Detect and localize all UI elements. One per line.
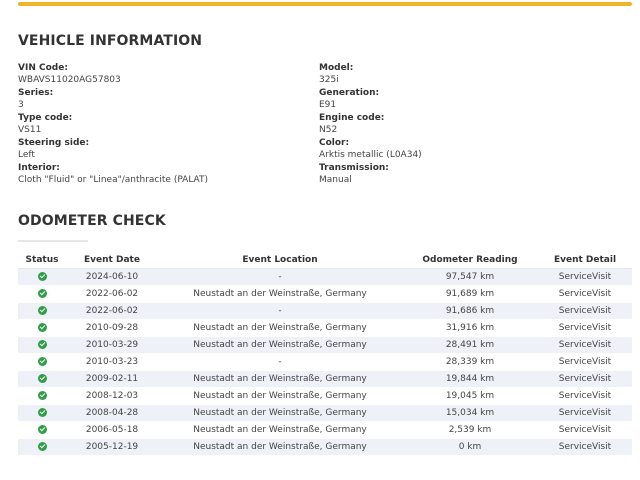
check-circle-icon xyxy=(38,357,47,366)
odometer-reading-cell: 19,045 km xyxy=(402,388,538,405)
table-row xyxy=(18,286,632,303)
info-label: VIN Code: xyxy=(18,63,68,73)
status-cell xyxy=(18,320,66,337)
vehicle-info-left-column xyxy=(18,62,298,187)
check-circle-icon xyxy=(38,442,47,451)
info-value: WBAVS11020AG57803 xyxy=(18,75,121,85)
status-cell xyxy=(18,286,66,303)
odometer-reading-cell: 31,916 km xyxy=(402,320,538,337)
event-date-cell: 2006-05-18 xyxy=(66,422,158,439)
event-detail-cell: ServiceVisit xyxy=(538,320,632,337)
check-circle-icon xyxy=(38,272,47,281)
info-item-model xyxy=(319,62,619,87)
event-date-cell: 2005-12-19 xyxy=(66,439,158,456)
event-detail-cell: ServiceVisit xyxy=(538,388,632,405)
check-circle-icon xyxy=(38,425,47,434)
info-value: Arktis metallic (L0A34) xyxy=(319,150,422,160)
event-date-cell: 2024-06-10 xyxy=(66,269,158,286)
event-date-cell: 2008-12-03 xyxy=(66,388,158,405)
info-item-engine-code xyxy=(319,112,619,137)
info-label: Transmission: xyxy=(319,163,389,173)
odometer-table xyxy=(18,252,632,456)
info-label: Type code: xyxy=(18,113,73,123)
title-underline xyxy=(18,240,88,242)
event-date-cell: 2010-03-23 xyxy=(66,354,158,371)
status-cell xyxy=(18,269,66,286)
odometer-check-title: ODOMETER CHECK xyxy=(18,213,166,229)
info-value: N52 xyxy=(319,125,338,135)
event-location-cell: - xyxy=(158,269,402,286)
event-location-cell: Neustadt an der Weinstraße, Germany xyxy=(158,388,402,405)
check-circle-icon xyxy=(38,306,47,315)
status-cell xyxy=(18,422,66,439)
table-row xyxy=(18,354,632,371)
column-header-status: Status xyxy=(18,252,66,269)
event-date-cell: 2009-02-11 xyxy=(66,371,158,388)
event-detail-cell: ServiceVisit xyxy=(538,354,632,371)
info-value: 3 xyxy=(18,100,24,110)
event-detail-cell: ServiceVisit xyxy=(538,269,632,286)
info-label: Generation: xyxy=(319,88,380,98)
info-item-interior xyxy=(18,162,298,187)
event-location-cell: Neustadt an der Weinstraße, Germany xyxy=(158,422,402,439)
check-circle-icon xyxy=(38,289,47,298)
info-label: Series: xyxy=(18,88,54,98)
status-cell xyxy=(18,303,66,320)
status-cell xyxy=(18,337,66,354)
info-item-series xyxy=(18,87,298,112)
event-detail-cell: ServiceVisit xyxy=(538,371,632,388)
column-header-odometer-reading: Odometer Reading xyxy=(402,252,538,269)
info-label: Steering side: xyxy=(18,138,90,148)
info-item-steering-side xyxy=(18,137,298,162)
info-item-generation xyxy=(319,87,619,112)
check-circle-icon xyxy=(38,323,47,332)
odometer-reading-cell: 91,686 km xyxy=(402,303,538,320)
odometer-reading-cell: 97,547 km xyxy=(402,269,538,286)
event-location-cell: Neustadt an der Weinstraße, Germany xyxy=(158,337,402,354)
column-header-event-date: Event Date xyxy=(66,252,158,269)
status-cell xyxy=(18,439,66,456)
top-accent-bar xyxy=(18,2,632,6)
event-location-cell: Neustadt an der Weinstraße, Germany xyxy=(158,439,402,456)
table-row xyxy=(18,388,632,405)
odometer-reading-cell: 0 km xyxy=(402,439,538,456)
odometer-reading-cell: 28,339 km xyxy=(402,354,538,371)
event-location-cell: Neustadt an der Weinstraße, Germany xyxy=(158,286,402,303)
info-value: Manual xyxy=(319,175,352,185)
event-location-cell: Neustadt an der Weinstraße, Germany xyxy=(158,405,402,422)
table-row xyxy=(18,303,632,320)
event-date-cell: 2010-03-29 xyxy=(66,337,158,354)
table-row xyxy=(18,269,632,286)
table-row xyxy=(18,422,632,439)
check-circle-icon xyxy=(38,340,47,349)
info-label: Model: xyxy=(319,63,354,73)
info-label: Interior: xyxy=(18,163,60,173)
event-date-cell: 2022-06-02 xyxy=(66,286,158,303)
odometer-reading-cell: 2,539 km xyxy=(402,422,538,439)
event-location-cell: Neustadt an der Weinstraße, Germany xyxy=(158,320,402,337)
odometer-reading-cell: 91,689 km xyxy=(402,286,538,303)
check-circle-icon xyxy=(38,391,47,400)
event-date-cell: 2022-06-02 xyxy=(66,303,158,320)
check-circle-icon xyxy=(38,374,47,383)
event-detail-cell: ServiceVisit xyxy=(538,405,632,422)
table-row xyxy=(18,371,632,388)
event-detail-cell: ServiceVisit xyxy=(538,439,632,456)
column-header-event-location: Event Location xyxy=(158,252,402,269)
info-item-vin xyxy=(18,62,298,87)
event-detail-cell: ServiceVisit xyxy=(538,422,632,439)
vehicle-info-right-column xyxy=(319,62,619,187)
column-header-event-detail: Event Detail xyxy=(538,252,632,269)
event-detail-cell: ServiceVisit xyxy=(538,337,632,354)
status-cell xyxy=(18,371,66,388)
odometer-reading-cell: 19,844 km xyxy=(402,371,538,388)
info-label: Engine code: xyxy=(319,113,385,123)
info-value: VS11 xyxy=(18,125,42,135)
table-row xyxy=(18,337,632,354)
event-location-cell: Neustadt an der Weinstraße, Germany xyxy=(158,371,402,388)
info-label: Color: xyxy=(319,138,350,148)
info-item-transmission xyxy=(319,162,619,187)
info-value: Cloth "Fluid" or "Linea"/anthracite (PALAT) xyxy=(18,175,209,185)
event-location-cell: - xyxy=(158,303,402,320)
check-circle-icon xyxy=(38,408,47,417)
info-value: E91 xyxy=(319,100,337,110)
status-cell xyxy=(18,388,66,405)
table-row xyxy=(18,405,632,422)
info-item-color xyxy=(319,137,619,162)
status-cell xyxy=(18,354,66,371)
event-detail-cell: ServiceVisit xyxy=(538,286,632,303)
vehicle-information-title: VEHICLE INFORMATION xyxy=(18,33,203,49)
info-item-type-code xyxy=(18,112,298,137)
table-row xyxy=(18,439,632,456)
table-header-row xyxy=(18,252,632,269)
info-value: 325i xyxy=(319,75,339,85)
event-date-cell: 2010-09-28 xyxy=(66,320,158,337)
table-row xyxy=(18,320,632,337)
info-value: Left xyxy=(18,150,35,160)
event-location-cell: - xyxy=(158,354,402,371)
event-detail-cell: ServiceVisit xyxy=(538,303,632,320)
event-date-cell: 2008-04-28 xyxy=(66,405,158,422)
status-cell xyxy=(18,405,66,422)
odometer-reading-cell: 28,491 km xyxy=(402,337,538,354)
odometer-reading-cell: 15,034 km xyxy=(402,405,538,422)
